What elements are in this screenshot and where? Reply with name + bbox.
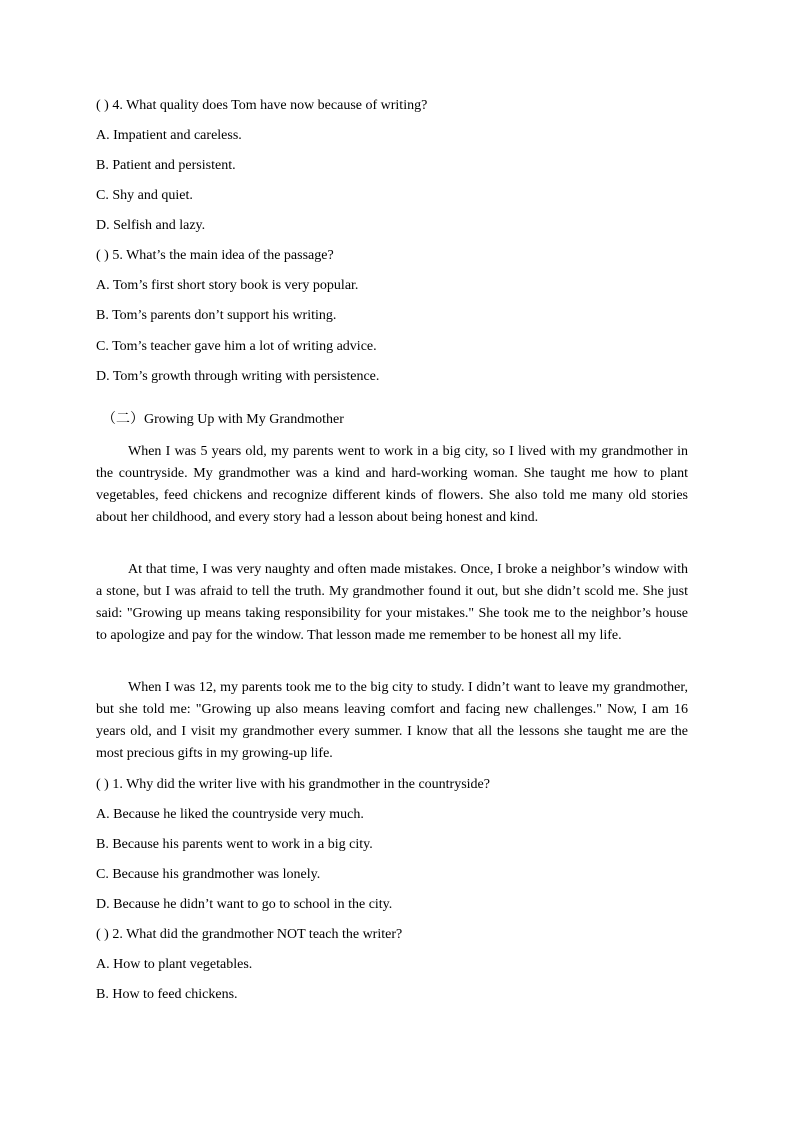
passage-paragraph-2: At that time, I was very naughty and often made mistakes. Once, I broke a neighbor’s window with a stone, but I was afraid to tell the truth. My grandmother found it out, but she didn’t scold me. She just said: "Growing up means taking responsibility for your mistakes." She took me to the neighbor’s house to apologize and pay for the window. That lesson made me remember to be honest all my life.	[96, 562, 688, 643]
question-4-option-a: A. Impatient and careless.	[96, 128, 242, 143]
question-5-option-c: C. Tom’s teacher gave him a lot of writing advice.	[96, 339, 377, 354]
passage-paragraph-3: When I was 12, my parents took me to the big city to study. I didn’t want to leave my grandmother, but she told me: "Growing up also means leaving comfort and facing new challenges." Now, I am 16 years old, and I visit my grandmother every summer. I know that all the lessons she taught me are the most precious gifts in my growing-up life.	[96, 680, 688, 761]
question-1-option-c: C. Because his grandmother was lonely.	[96, 867, 321, 882]
question-5-option-a: A. Tom’s first short story book is very popular.	[96, 278, 359, 293]
question-2-option-a: A. How to plant vegetables.	[96, 957, 253, 972]
section-title: （二）Growing Up with My Grandmother	[102, 412, 344, 427]
question-1-option-a: A. Because he liked the countryside very much.	[96, 807, 364, 822]
question-5-option-d: D. Tom’s growth through writing with persistence.	[96, 369, 380, 384]
question-4-option-b: B. Patient and persistent.	[96, 158, 236, 173]
question-4-option-c: C. Shy and quiet.	[96, 188, 193, 203]
question-4-option-d: D. Selfish and lazy.	[96, 218, 206, 233]
question-1-stem: ( ) 1. Why did the writer live with his grandmother in the countryside?	[96, 777, 490, 792]
question-2-stem: ( ) 2. What did the grandmother NOT teach the writer?	[96, 927, 403, 942]
question-1-option-d: D. Because he didn’t want to go to school in the city.	[96, 897, 393, 912]
question-4-stem: ( ) 4. What quality does Tom have now because of writing?	[96, 98, 428, 113]
passage-paragraph-1: When I was 5 years old, my parents went to work in a big city, so I lived with my grandmother in the countryside. My grandmother was a kind and hard-working woman. She taught me how to plant vegetables, feed chickens and recognize different kinds of flowers. She also told me many old stories about her childhood, and every story had a lesson about being honest and kind.	[96, 444, 688, 525]
question-2-option-b: B. How to feed chickens.	[96, 987, 238, 1002]
question-5-stem: ( ) 5. What’s the main idea of the passage?	[96, 248, 334, 263]
question-5-option-b: B. Tom’s parents don’t support his writing.	[96, 308, 337, 323]
question-1-option-b: B. Because his parents went to work in a big city.	[96, 837, 373, 852]
